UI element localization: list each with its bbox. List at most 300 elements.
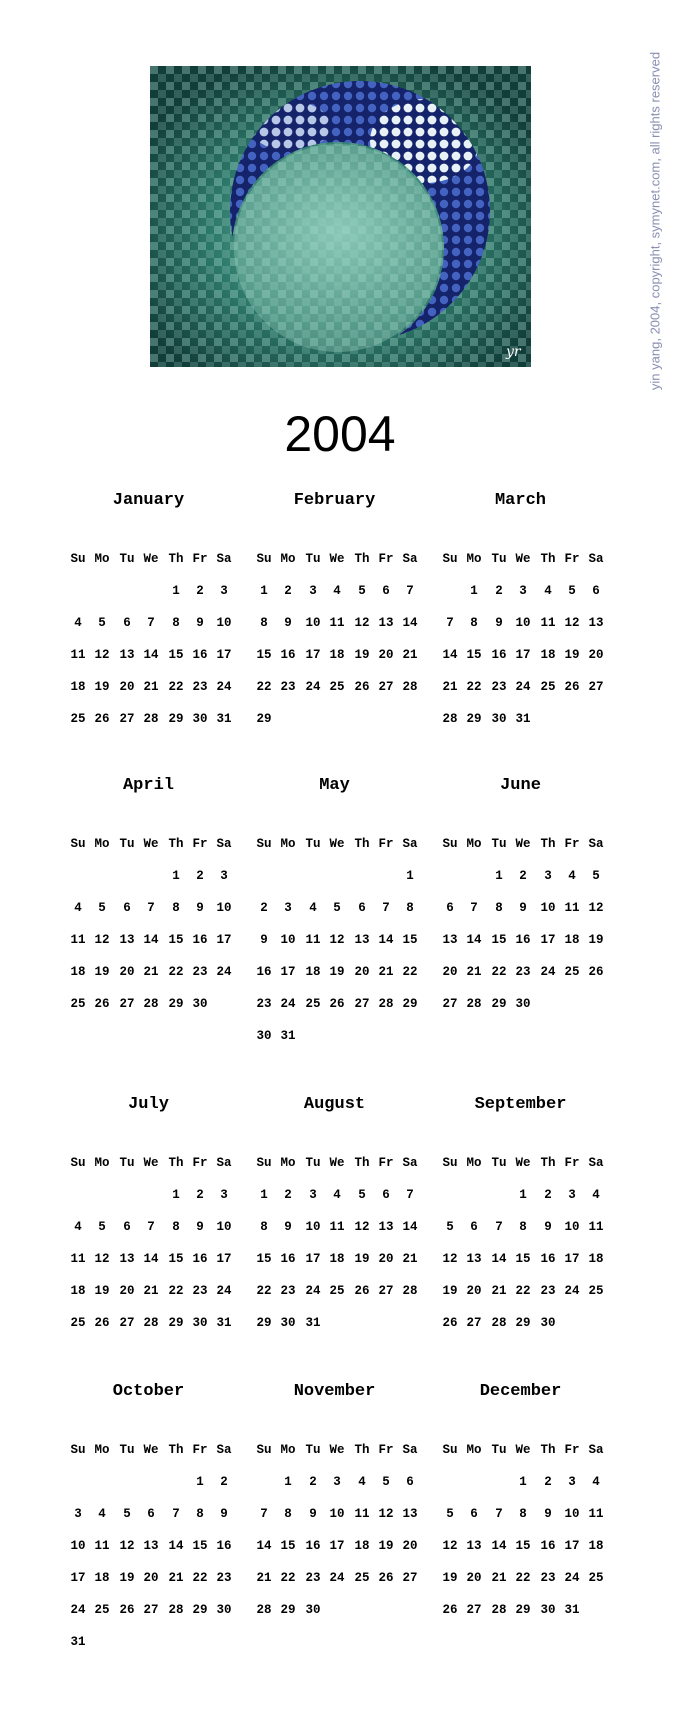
weekday-header: Fr (378, 1156, 394, 1170)
day-number: 14 (402, 616, 418, 630)
weekday-header: We (329, 837, 345, 851)
day-number: 1 (519, 1475, 527, 1489)
day-number: 6 (592, 584, 600, 598)
weekday-header-row (438, 837, 603, 869)
day-number: 7 (406, 584, 414, 598)
week-row (252, 965, 417, 997)
day-number: 27 (378, 1284, 394, 1298)
day-number: 10 (70, 1539, 86, 1553)
month-table (252, 1443, 417, 1635)
weekday-header: We (143, 552, 159, 566)
day-number: 31 (70, 1635, 86, 1649)
day-number: 19 (119, 1571, 135, 1585)
day-number: 3 (544, 869, 552, 883)
day-number: 23 (515, 965, 531, 979)
day-number: 28 (491, 1603, 507, 1617)
month-name: April (122, 776, 174, 795)
day-number: 19 (329, 965, 345, 979)
week-row (438, 1571, 603, 1603)
year-title: 2004 (284, 406, 396, 462)
day-number: 5 (382, 1475, 390, 1489)
day-number: 28 (143, 997, 159, 1011)
week-row (66, 1475, 231, 1507)
day-number: 20 (143, 1571, 159, 1585)
day-number: 20 (378, 648, 394, 662)
day-number: 19 (354, 648, 370, 662)
day-number: 8 (470, 616, 478, 630)
day-number: 14 (442, 648, 458, 662)
day-number: 22 (402, 965, 418, 979)
week-row (66, 712, 231, 744)
day-number: 1 (172, 869, 180, 883)
weekday-header: Fr (564, 552, 580, 566)
weekday-header: Sa (216, 837, 232, 851)
week-row (438, 1316, 603, 1348)
week-row (438, 584, 603, 616)
day-number: 22 (491, 965, 507, 979)
day-number: 2 (544, 1188, 552, 1202)
day-number: 19 (442, 1571, 458, 1585)
day-number: 1 (260, 584, 268, 598)
day-number: 18 (588, 1252, 604, 1266)
day-number: 6 (147, 1507, 155, 1521)
day-number: 28 (402, 680, 418, 694)
weekday-header-row (252, 552, 417, 584)
month-name: August (303, 1095, 366, 1114)
day-number: 4 (74, 1220, 82, 1234)
week-row (66, 616, 231, 648)
day-number: 11 (305, 933, 321, 947)
day-number: 2 (260, 901, 268, 915)
day-number: 5 (358, 584, 366, 598)
month-table (66, 1156, 231, 1348)
day-number: 7 (382, 901, 390, 915)
day-number: 3 (333, 1475, 341, 1489)
day-number: 20 (119, 965, 135, 979)
day-number: 2 (495, 584, 503, 598)
month-name: December (479, 1382, 562, 1401)
day-number: 9 (519, 901, 527, 915)
day-number: 7 (147, 1220, 155, 1234)
day-number: 17 (216, 933, 232, 947)
day-number: 29 (491, 997, 507, 1011)
weekday-header: Fr (192, 1156, 208, 1170)
day-number: 2 (309, 1475, 317, 1489)
day-number: 14 (143, 648, 159, 662)
weekday-header: Tu (305, 552, 321, 566)
day-number: 14 (402, 1220, 418, 1234)
weekday-header: Tu (305, 1156, 321, 1170)
weekday-header: Th (354, 1156, 370, 1170)
day-number: 14 (378, 933, 394, 947)
day-number: 8 (196, 1507, 204, 1521)
day-number: 29 (515, 1316, 531, 1330)
weekday-header: Su (256, 837, 272, 851)
week-row (252, 1252, 417, 1284)
day-number: 3 (220, 869, 228, 883)
day-number: 21 (143, 1284, 159, 1298)
day-number: 25 (305, 997, 321, 1011)
day-number: 30 (256, 1029, 272, 1043)
day-number: 18 (540, 648, 556, 662)
weekday-header: Fr (378, 1443, 394, 1457)
day-number: 9 (284, 616, 292, 630)
day-number: 6 (406, 1475, 414, 1489)
weekday-header: Sa (402, 1443, 418, 1457)
day-number: 10 (280, 933, 296, 947)
day-number: 1 (406, 869, 414, 883)
day-number: 17 (70, 1571, 86, 1585)
week-row (66, 648, 231, 680)
weekday-header: Mo (280, 1443, 296, 1457)
day-number: 2 (220, 1475, 228, 1489)
day-number: 21 (491, 1284, 507, 1298)
day-number: 27 (378, 680, 394, 694)
day-number: 25 (70, 712, 86, 726)
week-row (252, 1188, 417, 1220)
day-number: 9 (495, 616, 503, 630)
month-name: September (474, 1095, 567, 1114)
day-number: 11 (564, 901, 580, 915)
week-row (66, 901, 231, 933)
weekday-header-row (438, 1443, 603, 1475)
day-number: 19 (588, 933, 604, 947)
day-number: 15 (491, 933, 507, 947)
day-number: 27 (466, 1603, 482, 1617)
week-row (438, 1539, 603, 1571)
day-number: 10 (216, 1220, 232, 1234)
day-number: 31 (280, 1029, 296, 1043)
day-number: 11 (94, 1539, 110, 1553)
weekday-header-row (252, 1443, 417, 1475)
day-number: 26 (442, 1603, 458, 1617)
week-row (252, 648, 417, 680)
day-number: 16 (515, 933, 531, 947)
day-number: 27 (588, 680, 604, 694)
copyright-text: yin yang, 2004, copyright, symynet.com, all rights reserved (647, 51, 663, 391)
day-number: 11 (540, 616, 556, 630)
weekday-header: Th (540, 1156, 556, 1170)
weekday-header: Mo (280, 1156, 296, 1170)
week-row (252, 933, 417, 965)
weekday-header: Su (70, 837, 86, 851)
day-number: 21 (402, 648, 418, 662)
day-number: 7 (495, 1220, 503, 1234)
week-row (66, 584, 231, 616)
day-number: 9 (196, 1220, 204, 1234)
day-number: 10 (216, 616, 232, 630)
day-number: 31 (216, 1316, 232, 1330)
week-row (66, 1539, 231, 1571)
day-number: 25 (588, 1284, 604, 1298)
day-number: 27 (466, 1316, 482, 1330)
day-number: 5 (123, 1507, 131, 1521)
day-number: 29 (168, 1316, 184, 1330)
day-number: 6 (446, 901, 454, 915)
weekday-header: Mo (280, 552, 296, 566)
weekday-header: Tu (119, 837, 135, 851)
day-number: 26 (588, 965, 604, 979)
day-number: 3 (309, 584, 317, 598)
weekday-header: Sa (402, 552, 418, 566)
day-number: 17 (564, 1252, 580, 1266)
weekday-header: We (329, 1443, 345, 1457)
week-row (66, 1571, 231, 1603)
day-number: 13 (378, 1220, 394, 1234)
day-number: 15 (168, 933, 184, 947)
day-number: 17 (564, 1539, 580, 1553)
day-number: 9 (309, 1507, 317, 1521)
day-number: 5 (98, 1220, 106, 1234)
week-row (66, 997, 231, 1029)
weekday-header: Fr (192, 1443, 208, 1457)
day-number: 12 (564, 616, 580, 630)
day-number: 23 (280, 680, 296, 694)
day-number: 20 (442, 965, 458, 979)
day-number: 22 (168, 1284, 184, 1298)
month-name: January (112, 491, 185, 510)
month-table (438, 552, 603, 744)
day-number: 24 (515, 680, 531, 694)
day-number: 4 (592, 1188, 600, 1202)
day-number: 12 (94, 648, 110, 662)
day-number: 2 (196, 1188, 204, 1202)
week-row (252, 901, 417, 933)
day-number: 12 (119, 1539, 135, 1553)
day-number: 30 (280, 1316, 296, 1330)
day-number: 18 (70, 680, 86, 694)
month-table (438, 1443, 603, 1635)
day-number: 25 (588, 1571, 604, 1585)
day-number: 25 (329, 680, 345, 694)
day-number: 17 (305, 1252, 321, 1266)
day-number: 24 (564, 1284, 580, 1298)
day-number: 16 (280, 1252, 296, 1266)
day-number: 5 (568, 584, 576, 598)
month-name: June (500, 776, 541, 795)
day-number: 18 (354, 1539, 370, 1553)
week-row (438, 1603, 603, 1635)
day-number: 12 (354, 1220, 370, 1234)
day-number: 12 (354, 616, 370, 630)
day-number: 18 (305, 965, 321, 979)
day-number: 11 (70, 1252, 86, 1266)
week-row (438, 712, 603, 744)
weekday-header: Th (168, 1443, 184, 1457)
day-number: 20 (466, 1571, 482, 1585)
week-row (66, 1507, 231, 1539)
day-number: 23 (216, 1571, 232, 1585)
weekday-header: Fr (564, 837, 580, 851)
day-number: 22 (192, 1571, 208, 1585)
week-row (252, 712, 417, 744)
weekday-header: Sa (402, 1156, 418, 1170)
weekday-header: Th (540, 837, 556, 851)
day-number: 28 (466, 997, 482, 1011)
day-number: 20 (466, 1284, 482, 1298)
day-number: 29 (168, 997, 184, 1011)
week-row (438, 965, 603, 997)
weekday-header: Tu (491, 1156, 507, 1170)
weekday-header: Fr (564, 1443, 580, 1457)
day-number: 3 (568, 1188, 576, 1202)
day-number: 25 (540, 680, 556, 694)
day-number: 26 (378, 1571, 394, 1585)
weekday-header: Su (70, 1156, 86, 1170)
artist-signature: yr (506, 344, 521, 360)
weekday-header: Mo (466, 837, 482, 851)
month-table (252, 552, 417, 744)
day-number: 26 (119, 1603, 135, 1617)
weekday-header: Su (256, 1156, 272, 1170)
day-number: 27 (119, 1316, 135, 1330)
day-number: 28 (143, 712, 159, 726)
month-name: March (494, 491, 546, 510)
weekday-header: Th (354, 552, 370, 566)
weekday-header: Su (70, 552, 86, 566)
weekday-header: Sa (588, 1443, 604, 1457)
day-number: 8 (495, 901, 503, 915)
day-number: 31 (305, 1316, 321, 1330)
day-number: 8 (406, 901, 414, 915)
day-number: 19 (442, 1284, 458, 1298)
day-number: 17 (305, 648, 321, 662)
day-number: 10 (564, 1220, 580, 1234)
day-number: 2 (544, 1475, 552, 1489)
day-number: 6 (123, 616, 131, 630)
day-number: 1 (495, 869, 503, 883)
weekday-header: We (515, 1443, 531, 1457)
day-number: 7 (260, 1507, 268, 1521)
day-number: 3 (519, 584, 527, 598)
day-number: 25 (354, 1571, 370, 1585)
day-number: 16 (192, 933, 208, 947)
day-number: 8 (519, 1220, 527, 1234)
day-number: 3 (220, 584, 228, 598)
day-number: 16 (491, 648, 507, 662)
day-number: 23 (280, 1284, 296, 1298)
day-number: 14 (256, 1539, 272, 1553)
day-number: 24 (305, 1284, 321, 1298)
day-number: 20 (119, 680, 135, 694)
day-number: 10 (305, 1220, 321, 1234)
day-number: 23 (256, 997, 272, 1011)
weekday-header: Sa (216, 1443, 232, 1457)
day-number: 21 (442, 680, 458, 694)
day-number: 1 (470, 584, 478, 598)
week-row (252, 1603, 417, 1635)
week-row (66, 680, 231, 712)
day-number: 10 (216, 901, 232, 915)
day-number: 9 (220, 1507, 228, 1521)
day-number: 1 (519, 1188, 527, 1202)
day-number: 11 (70, 933, 86, 947)
day-number: 10 (515, 616, 531, 630)
week-row (438, 1220, 603, 1252)
day-number: 13 (466, 1252, 482, 1266)
day-number: 25 (70, 997, 86, 1011)
weekday-header: We (515, 837, 531, 851)
weekday-header: We (329, 1156, 345, 1170)
day-number: 6 (358, 901, 366, 915)
day-number: 8 (172, 1220, 180, 1234)
week-row (438, 1507, 603, 1539)
day-number: 10 (564, 1507, 580, 1521)
day-number: 23 (540, 1571, 556, 1585)
weekday-header: We (143, 1156, 159, 1170)
day-number: 24 (216, 1284, 232, 1298)
day-number: 9 (544, 1507, 552, 1521)
day-number: 6 (123, 901, 131, 915)
day-number: 22 (515, 1571, 531, 1585)
day-number: 27 (143, 1603, 159, 1617)
day-number: 27 (402, 1571, 418, 1585)
day-number: 11 (70, 648, 86, 662)
day-number: 26 (94, 1316, 110, 1330)
day-number: 29 (402, 997, 418, 1011)
day-number: 13 (143, 1539, 159, 1553)
day-number: 13 (119, 933, 135, 947)
day-number: 21 (466, 965, 482, 979)
weekday-header: Su (442, 837, 458, 851)
week-row (438, 997, 603, 1029)
weekday-header-row (438, 1156, 603, 1188)
day-number: 19 (378, 1539, 394, 1553)
day-number: 10 (305, 616, 321, 630)
week-row (252, 680, 417, 712)
week-row (66, 1220, 231, 1252)
day-number: 11 (588, 1507, 604, 1521)
weekday-header-row (252, 1156, 417, 1188)
day-number: 11 (588, 1220, 604, 1234)
day-number: 22 (515, 1284, 531, 1298)
day-number: 8 (172, 616, 180, 630)
day-number: 5 (358, 1188, 366, 1202)
day-number: 18 (70, 1284, 86, 1298)
weekday-header: Tu (305, 837, 321, 851)
weekday-header: We (329, 552, 345, 566)
day-number: 6 (382, 584, 390, 598)
day-number: 15 (280, 1539, 296, 1553)
day-number: 31 (564, 1603, 580, 1617)
month-name: October (112, 1382, 185, 1401)
week-row (66, 965, 231, 997)
day-number: 4 (309, 901, 317, 915)
month-name: February (293, 491, 376, 510)
week-row (438, 1475, 603, 1507)
day-number: 22 (256, 1284, 272, 1298)
day-number: 6 (382, 1188, 390, 1202)
weekday-header: We (515, 1156, 531, 1170)
weekday-header: Fr (378, 837, 394, 851)
month-name: November (293, 1382, 376, 1401)
day-number: 7 (147, 901, 155, 915)
week-row (438, 1188, 603, 1220)
day-number: 25 (564, 965, 580, 979)
day-number: 17 (329, 1539, 345, 1553)
day-number: 22 (280, 1571, 296, 1585)
day-number: 18 (329, 1252, 345, 1266)
day-number: 9 (196, 616, 204, 630)
week-row (252, 616, 417, 648)
day-number: 17 (540, 933, 556, 947)
day-number: 7 (406, 1188, 414, 1202)
day-number: 4 (74, 901, 82, 915)
weekday-header: Mo (466, 1156, 482, 1170)
day-number: 19 (354, 1252, 370, 1266)
day-number: 11 (354, 1507, 370, 1521)
month-table (438, 837, 603, 1029)
